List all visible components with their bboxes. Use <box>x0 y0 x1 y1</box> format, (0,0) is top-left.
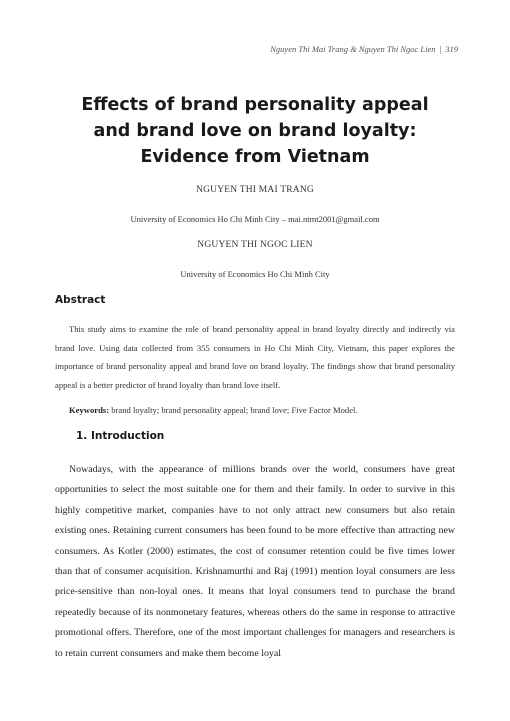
keywords-label: Keywords: <box>69 405 110 415</box>
author-name-2: NGUYEN THI NGOC LIEN <box>197 240 313 250</box>
author-affiliation-1: University of Economics Ho Chi Minh City – mai.ntmt2001@gmail.com <box>130 214 380 224</box>
title-line-1: Effects of brand personality appeal <box>81 95 429 115</box>
introduction-heading: 1. Introduction <box>76 430 165 442</box>
page-number: 319 <box>445 44 458 54</box>
introduction-text: Nowadays, with the appearance of millions brands over the world, consumers have great opportunities to select the most suitable one for them and their family. In order to survive in this highly competitive market, companies have to not only attract new consumers but also retain existing ones. Retaining current consumers has been found to be more effective than attracting new consumers. As Kotler (2000) estimates, the cost of consumer retention could be five times lower than that of consumer acquisition. Krishnamurthi and Raj (1991) mention loyal consumers are less price-sensitive than non-loyal ones. It means that loyal consumers tend to purchase the brand repeatedly because of its nonmonetary features, whereas others do the same in response to attractive promotional offers. Therefore, one of the most important challenges for managers and researchers is to retain current consumers and make them become loyal <box>55 464 455 659</box>
author-affiliation-2: University of Economics Ho Chi Minh City <box>180 269 330 279</box>
abstract-text: This study aims to examine the role of brand personality appeal in brand loyalty directly and indirectly via brand love. Using data collected from 355 consumers in Ho Chi Minh City, Vietnam, this paper explores the importance of brand personality appeal and brand love on brand loyalty. The findings show that brand personality appeal is a better predictor of brand loyalty than brand love itself. <box>55 324 455 390</box>
title-line-2: and brand love on brand loyalty: <box>93 121 417 141</box>
keywords <box>69 402 455 418</box>
author-name-1: NGUYEN THI MAI TRANG <box>196 185 314 195</box>
keywords-text: brand loyalty; brand personality appeal; brand love; Five Factor Model. <box>111 405 358 415</box>
abstract-heading: Abstract <box>55 294 106 306</box>
paper-title <box>40 92 470 170</box>
running-header-separator: | <box>439 44 442 54</box>
running-header-authors: Nguyen Thi Mai Trang & Nguyen Thi Ngoc Lien <box>270 44 436 54</box>
running-header <box>270 44 458 54</box>
title-line-3: Evidence from Vietnam <box>140 147 370 167</box>
